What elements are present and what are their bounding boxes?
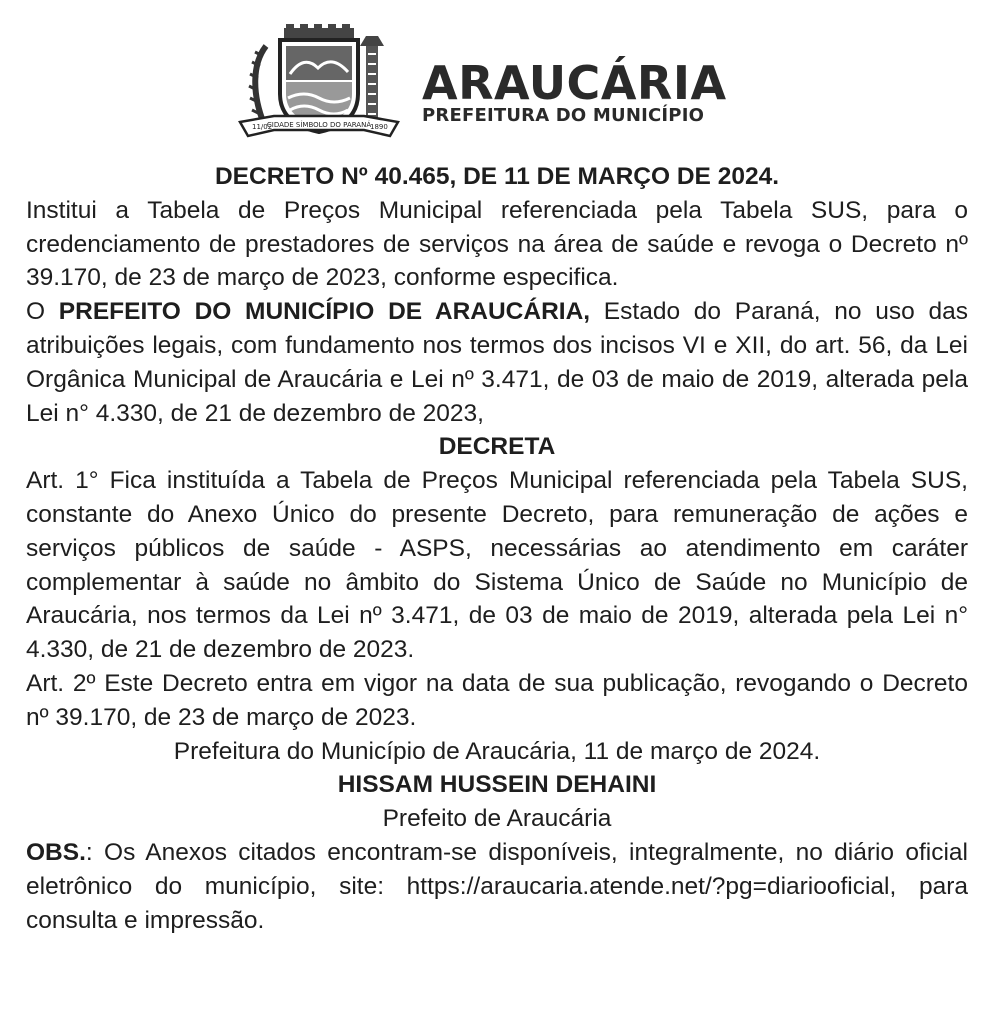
preamble-prefix: O	[26, 298, 59, 326]
signatory-role: Prefeito de Araucária	[382, 805, 612, 833]
obs-text: : Os Anexos citados encontram-se disponíveis, integralmente, no diário oficial eletrônico do município, site: https://araucaria.atende.net/?pg=diariooficial, para consulta e impressão.	[26, 838, 968, 934]
brand-name: ARAUCÁRIA	[422, 56, 727, 110]
svg-text:11/02: 11/02	[252, 123, 273, 131]
article-2: Art. 2º Este Decreto entra em vigor na data de sua publicação, revogando o Decreto nº 39.170, de 23 de março de 2023.	[26, 669, 968, 731]
decree-body	[26, 160, 968, 937]
preamble-bold: PREFEITO DO MUNICÍPIO DE ARAUCÁRIA,	[58, 298, 591, 326]
header	[234, 24, 774, 146]
decree-title: DECRETO Nº 40.465, DE 11 DE MARÇO DE 2024.	[214, 163, 780, 190]
obs-note	[26, 836, 968, 937]
brand-subtitle: PREFEITURA DO MUNICÍPIO	[422, 105, 705, 126]
decree-summary: Institui a Tabela de Preços Municipal referenciada pela Tabela SUS, para o credenciamento de prestadores de serviços na área de saúde e revoga o Decreto nº 39.170, de 23 de março de 2023, conforme especifica.	[26, 196, 968, 292]
svg-text:CIDADE SÍMBOLO DO PARANÁ: CIDADE SÍMBOLO DO PARANÁ	[266, 121, 372, 129]
brand-block	[422, 56, 727, 126]
decreta-heading: DECRETA	[438, 433, 556, 461]
signatory-name: HISSAM HUSSEIN DEHAINI	[337, 771, 657, 799]
preamble-rest: Estado do Paraná, no uso das atribuições legais, com fundamento nos termos dos incisos VI e XII, do art. 56, da Lei Orgânica Municipal de Araucária e Lei nº 3.471, de 03 de maio de 2019, alterada pela Lei n° 4.330, de 21 de dezembro de 2023,	[26, 298, 968, 427]
article-1: Art. 1° Fica instituída a Tabela de Preços Municipal referenciada pela Tabela SUS, constante do Anexo Único do presente Decreto, para remuneração de ações e serviços públicos de saúde - ASPS, necessárias ao atendimento em caráter complementar à saúde no âmbito do Sistema Único de Saúde no Município de Araucária, nos termos da Lei nº 3.471, de 03 de maio de 2019, alterada pela Lei n° 4.330, de 21 de dezembro de 2023.	[26, 467, 968, 664]
municipal-coat-of-arms-icon	[234, 24, 404, 142]
place-date: Prefeitura do Município de Araucária, 11 de março de 2024.	[173, 737, 821, 765]
obs-label: OBS.	[26, 838, 86, 866]
svg-text:1890: 1890	[370, 123, 388, 131]
decree-preamble	[26, 295, 968, 430]
